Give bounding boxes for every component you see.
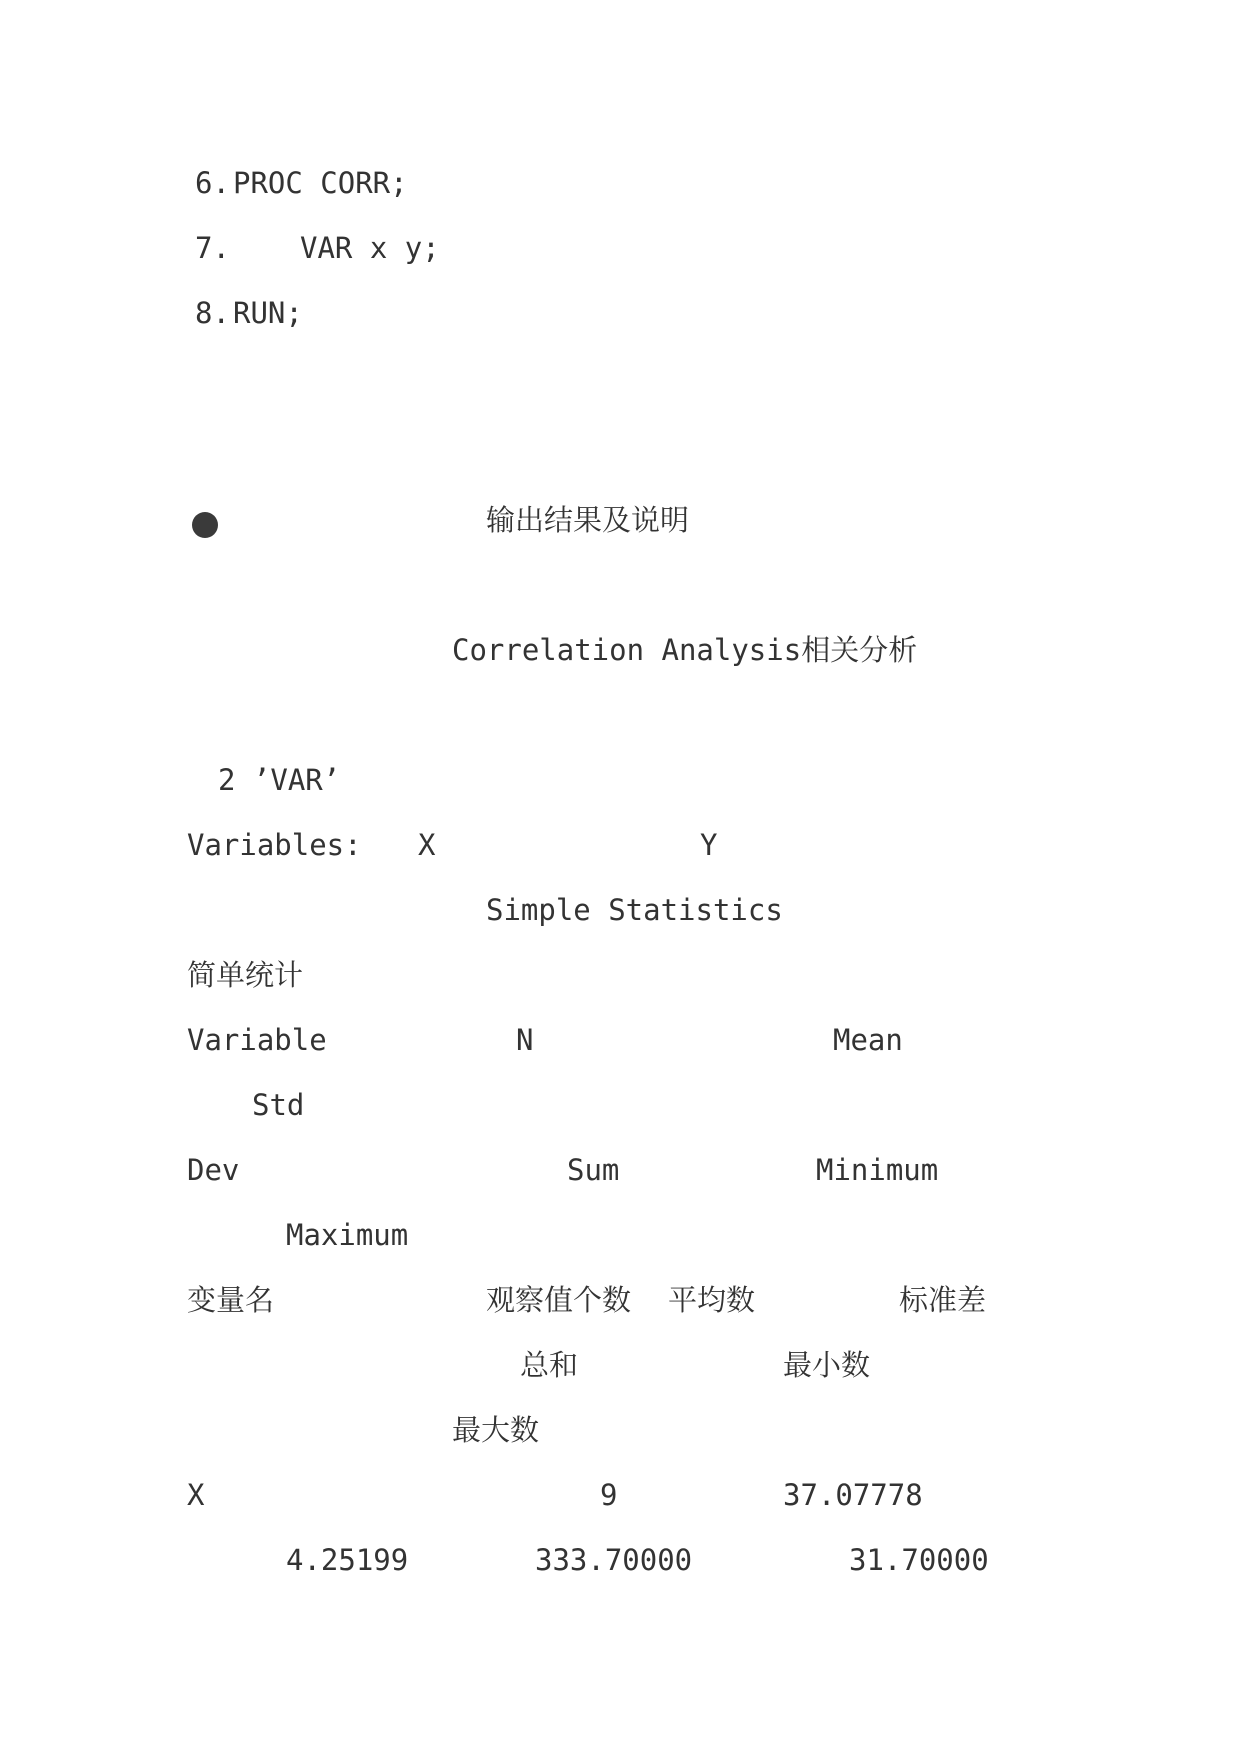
- header-mean: Mean: [833, 1023, 903, 1057]
- code-line-7: VAR x y;: [300, 231, 440, 265]
- row-x-sum: 333.70000: [535, 1543, 693, 1577]
- row-x-std-dev: 4.25199: [286, 1543, 409, 1577]
- simple-statistics-cn: 简单统计: [187, 958, 304, 992]
- bullet-icon: [192, 512, 218, 538]
- header-minimum: Minimum: [816, 1153, 939, 1187]
- header-cn-variable: 变量名: [187, 1283, 275, 1317]
- header-n: N: [516, 1023, 534, 1057]
- row-x-n: 9: [600, 1478, 618, 1512]
- header-variable: Variable: [187, 1023, 327, 1057]
- var-note: 2 ’VAR’: [218, 763, 341, 797]
- variable-y: Y: [700, 828, 718, 862]
- header-sum: Sum: [567, 1153, 620, 1187]
- variables-label: Variables:: [187, 828, 362, 862]
- row-x-variable: X: [187, 1478, 205, 1512]
- code-line-8: RUN;: [233, 296, 303, 330]
- header-cn-n: 观察值个数: [486, 1283, 632, 1317]
- code-line-8-number: 8.: [195, 296, 230, 330]
- header-cn-mean: 平均数: [668, 1283, 756, 1317]
- row-x-mean: 37.07778: [783, 1478, 923, 1512]
- header-maximum: Maximum: [286, 1218, 409, 1252]
- section-title: 输出结果及说明: [486, 503, 690, 537]
- header-cn-minimum: 最小数: [783, 1348, 871, 1382]
- code-line-7-number: 7.: [195, 231, 230, 265]
- row-x-minimum: 31.70000: [849, 1543, 989, 1577]
- header-std: Std: [252, 1088, 305, 1122]
- code-line-6-number: 6.: [195, 166, 230, 200]
- analysis-title: Correlation Analysis相关分析: [452, 633, 918, 667]
- header-cn-maximum: 最大数: [452, 1413, 540, 1447]
- header-cn-sum: 总和: [520, 1348, 579, 1382]
- header-cn-std: 标准差: [899, 1283, 987, 1317]
- variable-x: X: [418, 828, 436, 862]
- header-dev: Dev: [187, 1153, 240, 1187]
- simple-statistics-heading: Simple Statistics: [486, 893, 783, 927]
- code-line-6: PROC CORR;: [233, 166, 408, 200]
